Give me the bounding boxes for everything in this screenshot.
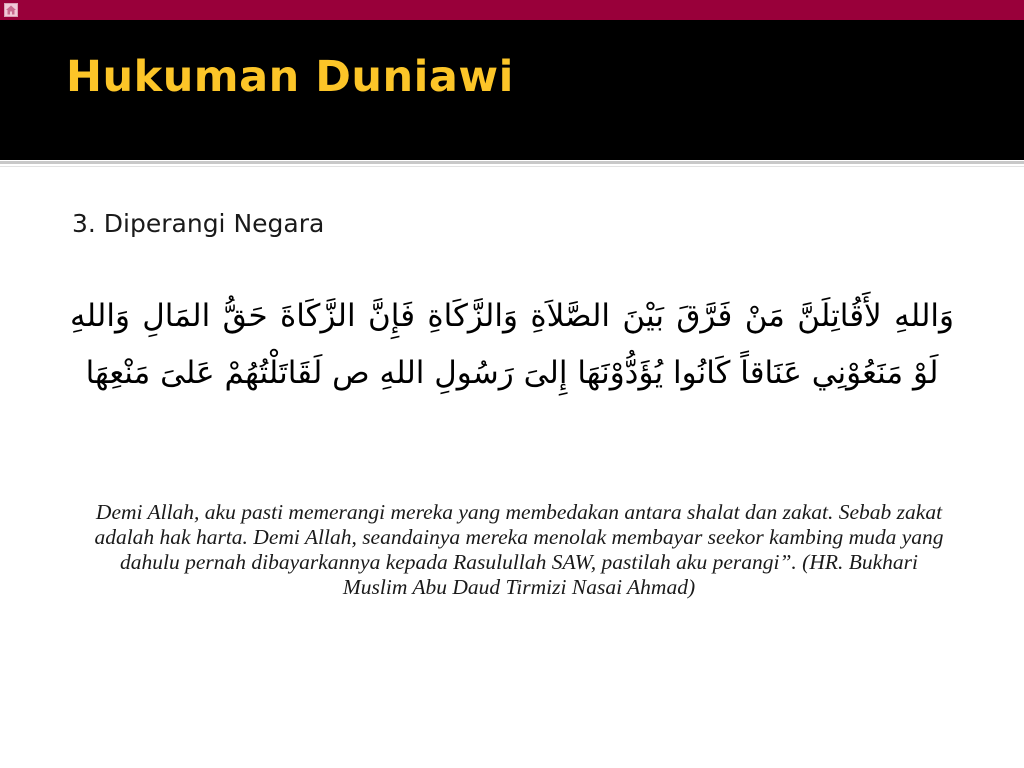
top-strip (0, 0, 1024, 20)
title-divider-shadow (0, 166, 1024, 167)
title-divider (0, 161, 1024, 164)
hadith-translation: Demi Allah, aku pasti memerangi mereka yang membedakan antara shalat dan zakat. Sebab zakat adalah hak harta. Demi Allah, seandainya mereka menolak membayar seekor kambing muda yang dahulu pernah dibayarkannya kepada Rasulullah SAW, pastilah aku perangi”. (HR. Bukhari Muslim Abu Daud Tirmizi Nasai Ahmad) (94, 500, 944, 599)
point-heading: 3. Diperangi Negara (72, 209, 325, 238)
arabic-hadith-text: وَاللهِ لأَقُاتِلَنَّ مَنْ فَرَّقَ بَيْنَ الصَّلاَةِ وَالزَّكَاةِ فَإِنَّ الزَّكَاةَ حَقُّ المَالِ وَاللهِ لَوْ مَنَعُوْنِي عَنَاقاً كَانُوا يُؤَدُّوْنَهَا إِلىَ رَسُولِ اللهِ ص لَقَاتَلْتُهُمْ عَلىَ مَنْعِهَا (70, 298, 954, 391)
home-button[interactable] (4, 3, 18, 17)
slide-title: Hukuman Duniawi (66, 52, 514, 102)
home-icon (5, 4, 17, 16)
